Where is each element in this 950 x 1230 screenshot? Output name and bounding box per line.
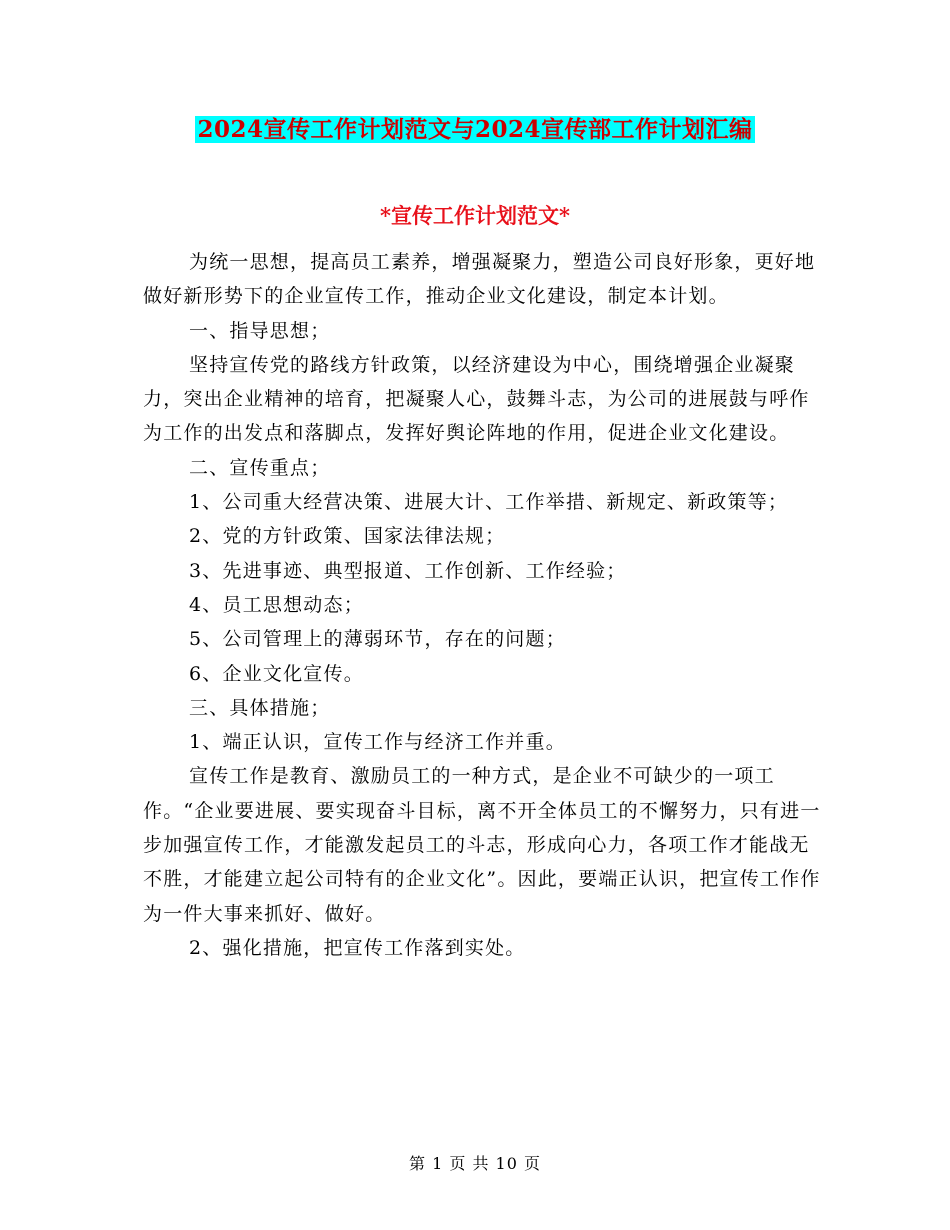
section-title: *宣传工作计划范文* [380, 203, 570, 228]
paragraph: 5、公司管理上的薄弱环节，存在的问题； [189, 628, 566, 651]
paragraph: 为统一思想，提高员工素养，增强凝聚力，塑造公司良好形象，更好地做好新形势下的企业宣传工作，推动企业文化建设，制定本计划。 [143, 251, 816, 308]
paragraph: 宣传工作是教育、激励员工的一种方式，是企业不可缺少的一项工作。“企业要进展、要实现奋斗目标，离不开全体员工的不懈努力，只有进一步加强宣传工作，才能激发起员工的斗志，形成向心力，各项工作才能战无不胜，才能建立起公司特有的企业文化”。因此，要端正认识，把宣传工作作为一件大事来抓好、做好。 [143, 765, 821, 925]
paragraph: 三、具体措施； [189, 696, 331, 719]
paragraph: 2、强化措施，把宣传工作落到实处。 [189, 936, 526, 959]
paragraph: 4、员工思想动态； [189, 593, 364, 616]
paragraph: 1、端正认识，宣传工作与经济工作并重。 [189, 731, 566, 754]
paragraph: 6、企业文化宣传。 [189, 662, 364, 685]
paragraph: 1、公司重大经营决策、进展大计、工作举措、新规定、新政策等； [189, 491, 789, 514]
document-title-text: 2024宣传工作计划范文与2024宣传部工作计划汇编 [197, 116, 753, 143]
document-body [143, 245, 823, 965]
document-title [0, 112, 950, 148]
page-footer: 第 1 页 共 10 页 [409, 1154, 541, 1173]
paragraph: 二、宣传重点； [189, 456, 331, 479]
paragraph: 坚持宣传党的路线方针政策，以经济建设为中心，围绕增强企业凝聚力，突出企业精神的培育，把凝聚人心，鼓舞斗志，为公司的进展鼓与呼作为工作的出发点和落脚点，发挥好舆论阵地的作用，促进企业文化建设。 [143, 353, 810, 445]
paragraph: 3、先进事迹、典型报道、工作创新、工作经验； [189, 559, 627, 582]
paragraph: 2、党的方针政策、国家法律法规； [189, 525, 506, 548]
paragraph: 一、指导思想； [189, 319, 331, 342]
